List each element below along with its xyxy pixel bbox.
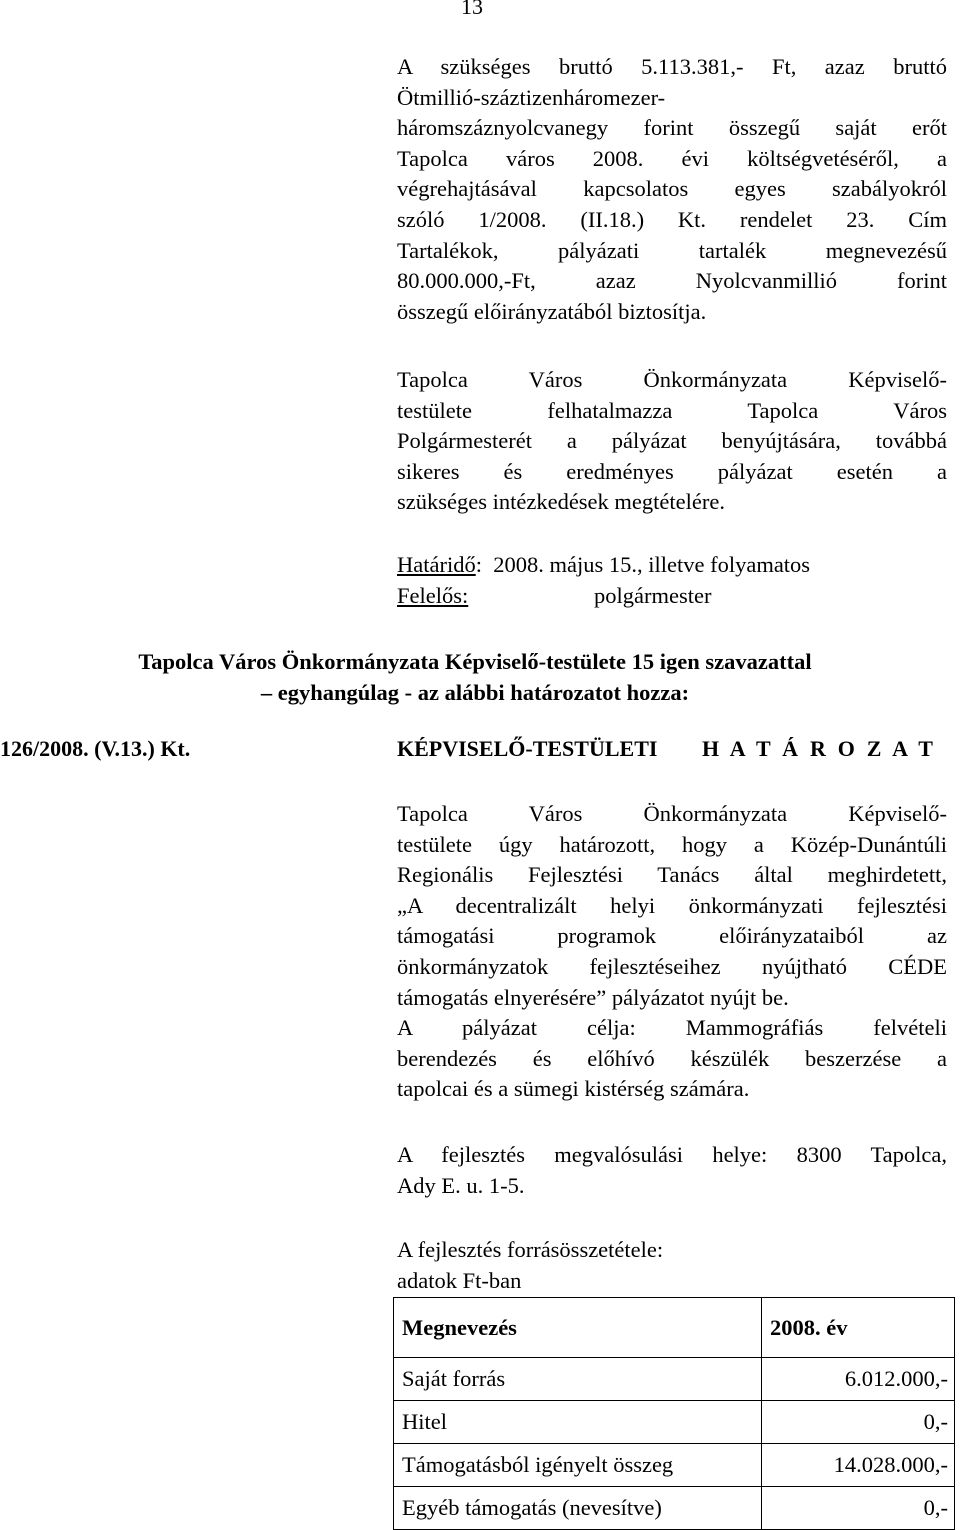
table-row bbox=[394, 1401, 955, 1444]
table-row bbox=[394, 1444, 955, 1487]
decision-paragraph bbox=[397, 799, 947, 1105]
table-cell-value: 6.012.000,- bbox=[762, 1358, 955, 1401]
location-paragraph bbox=[397, 1140, 947, 1201]
text-line: 80.000.000,-Ft, azaz Nyolcvanmillió forint bbox=[397, 268, 947, 294]
text-line: Polgármesterét a pályázat benyújtására, továbbá bbox=[397, 428, 947, 454]
text-line: Regionális Fejlesztési Tanács által meghirdetett, bbox=[397, 862, 947, 888]
text-line: adatok Ft-ban bbox=[397, 1267, 522, 1293]
table-row bbox=[394, 1358, 955, 1401]
deadline-label: Határidő bbox=[397, 552, 476, 577]
text-line: önkormányzatok fejlesztéseihez nyújtható CÉDE bbox=[397, 953, 947, 979]
table-cell-value: 0,- bbox=[762, 1401, 955, 1444]
table-header-cell: 2008. év bbox=[762, 1298, 955, 1358]
table-header-row bbox=[394, 1298, 955, 1358]
deadline-row bbox=[397, 550, 957, 581]
text-line: támogatási programok előirányzataiból az bbox=[397, 923, 947, 949]
text-line: berendezés és előhívó készülék beszerzése a bbox=[397, 1045, 947, 1071]
text-line: A fejlesztés forrásösszetétele: bbox=[397, 1237, 664, 1262]
resolution-intro-line: – egyhangúlag - az alábbi határozatot hozza: bbox=[260, 680, 690, 705]
text-line: Tapolca Város Önkormányzata Képviselő- bbox=[397, 367, 947, 392]
page-number: 13 bbox=[461, 0, 483, 19]
text-line: Ady E. u. 1-5. bbox=[397, 1172, 525, 1198]
responsible-label: Felelős: bbox=[397, 582, 469, 608]
text-line: összegű előirányzatából biztosítja. bbox=[397, 298, 707, 324]
text-line: szükséges intézkedések megtételére. bbox=[397, 489, 725, 515]
table-cell-name: Saját forrás bbox=[394, 1358, 762, 1401]
text-line: testülete felhatalmazza Tapolca Város bbox=[397, 397, 947, 423]
text-line: testülete úgy határozott, hogy a Közép-Dunántúli bbox=[397, 831, 947, 857]
text-line: Tapolca város 2008. évi költségvetéséről, a bbox=[397, 145, 947, 171]
text-line: sikeres és eredményes pályázat esetén a bbox=[397, 458, 947, 484]
decision-type: KÉPVISELŐ-TESTÜLETI bbox=[397, 736, 658, 761]
table-cell-value: 14.028.000,- bbox=[762, 1444, 955, 1487]
table-cell-name: Egyéb támogatás (nevesítve) bbox=[394, 1487, 762, 1530]
responsible-row bbox=[397, 581, 957, 612]
text-line: Tapolca Város Önkormányzata Képviselő- bbox=[397, 801, 947, 826]
text-line: „A decentralizált helyi önkormányzati fejlesztési bbox=[397, 892, 947, 918]
text-line: támogatás elnyerésére” pályázatot nyújt be. bbox=[397, 984, 789, 1010]
decision-heading bbox=[0, 736, 960, 770]
text-line: A fejlesztés megvalósulási helye: 8300 Tapolca, bbox=[397, 1142, 947, 1167]
text-line: Tartalékok, pályázati tartalék megnevezésű bbox=[397, 237, 947, 263]
text-line: Ötmillió-száztizenháromezer- bbox=[397, 84, 666, 110]
decision-number: 126/2008. (V.13.) Kt. bbox=[0, 736, 191, 761]
table-cell-value: 0,- bbox=[762, 1487, 955, 1530]
resolution-intro-line: Tapolca Város Önkormányzata Képviselő-testülete 15 igen szavazattal bbox=[138, 649, 812, 674]
table-row bbox=[394, 1487, 955, 1530]
table-cell-name: Hitel bbox=[394, 1401, 762, 1444]
text-line: A pályázat célja: Mammográfiás felvételi bbox=[397, 1015, 947, 1041]
text-line: háromszáznyolcvanegy forint összegű saját erőt bbox=[397, 115, 947, 141]
table-cell-name: Támogatásból igényelt összeg bbox=[394, 1444, 762, 1487]
decision-word: H A T Á R O Z A T bbox=[702, 736, 937, 761]
funding-paragraph bbox=[397, 52, 947, 327]
authorization-paragraph bbox=[397, 365, 947, 518]
funding-table bbox=[393, 1297, 955, 1530]
deadline-block bbox=[397, 550, 957, 611]
text-line: tapolcai és a sümegi kistérség számára. bbox=[397, 1076, 750, 1102]
text-line: szóló 1/2008. (II.18.) Kt. rendelet 23. Cím bbox=[397, 206, 947, 232]
deadline-value: 2008. május 15., illetve folyamatos bbox=[493, 552, 811, 577]
text-line: A szükséges bruttó 5.113.381,- Ft, azaz bruttó bbox=[397, 54, 947, 79]
funding-composition-paragraph bbox=[397, 1235, 947, 1296]
deadline-colon: : bbox=[475, 552, 494, 577]
table-header-cell: Megnevezés bbox=[394, 1298, 762, 1358]
responsible-value: polgármester bbox=[594, 582, 712, 608]
text-line: végrehajtásával kapcsolatos egyes szabályokról bbox=[397, 176, 947, 202]
resolution-intro bbox=[70, 646, 880, 708]
